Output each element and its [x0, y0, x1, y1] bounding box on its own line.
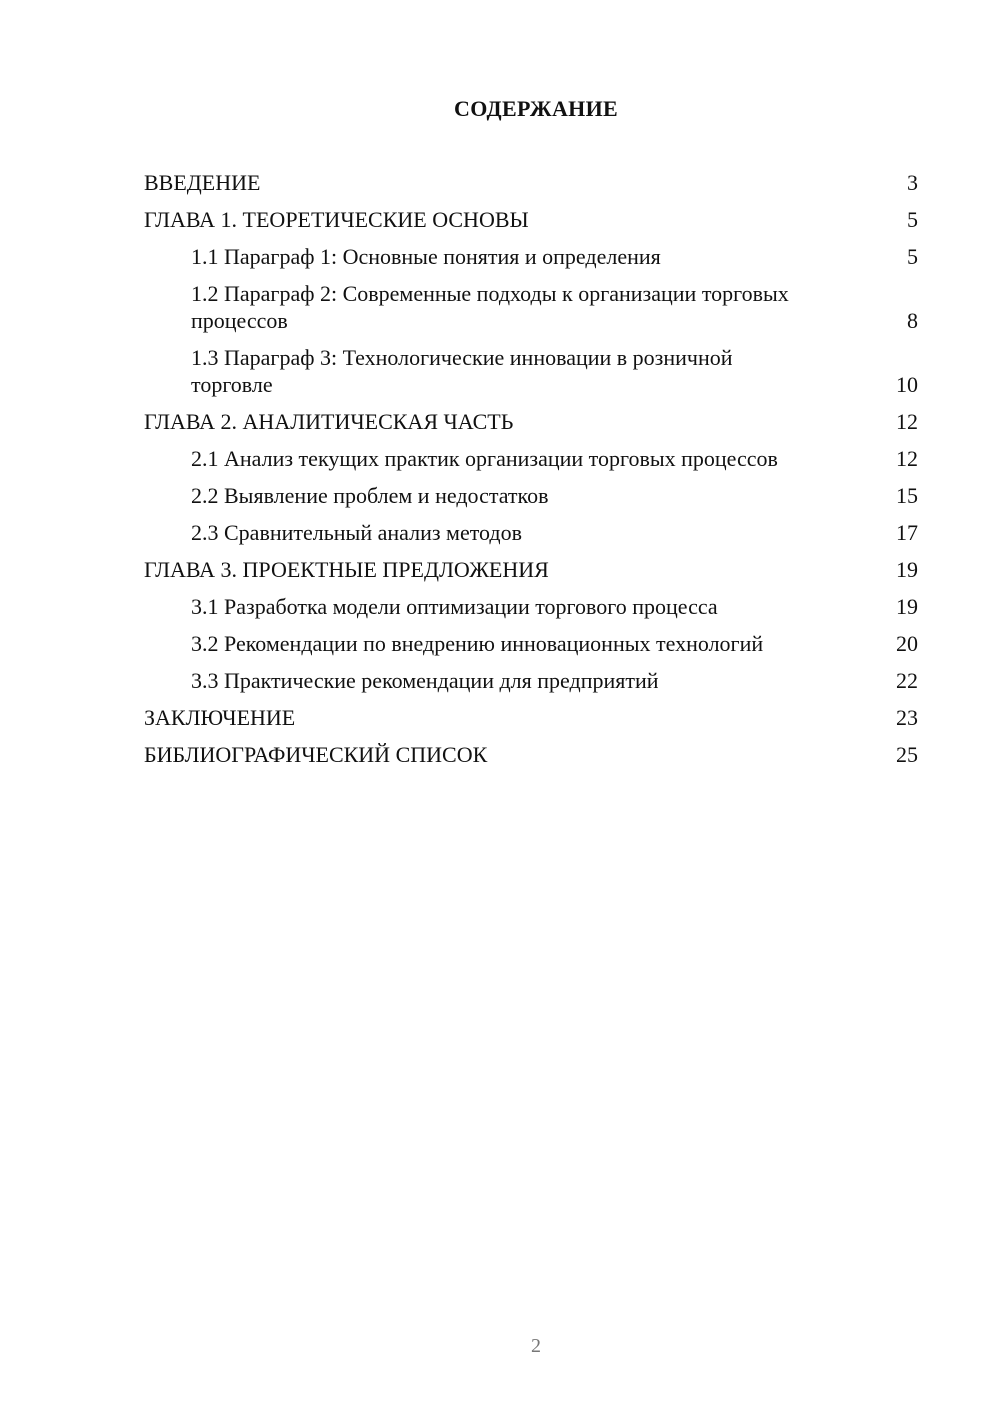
- toc-entry-page: 15: [896, 483, 918, 508]
- toc-entry-page: 3: [907, 170, 918, 195]
- table-of-contents: [144, 169, 918, 778]
- toc-entry-page: 22: [896, 668, 918, 693]
- toc-entry-page: 5: [907, 244, 918, 269]
- toc-entry-label: ВВЕДЕНИЕ: [144, 170, 261, 195]
- toc-entry-page: 17: [896, 520, 918, 545]
- toc-entry-page: 8: [907, 308, 918, 333]
- toc-entry-label: ГЛАВА 3. ПРОЕКТНЫЕ ПРЕДЛОЖЕНИЯ: [144, 557, 549, 582]
- toc-entry: [144, 482, 918, 509]
- toc-entry-label: ЗАКЛЮЧЕНИЕ: [144, 705, 296, 730]
- toc-entry-label: 2.2 Выявление проблем и недостатков: [191, 483, 549, 508]
- page-number: 2: [531, 1335, 541, 1357]
- toc-entry-label: 3.3 Практические рекомендации для предприятий: [191, 668, 659, 693]
- toc-entry: [144, 344, 918, 398]
- toc-entry: [144, 408, 918, 435]
- toc-entry-page: 5: [907, 207, 918, 232]
- toc-entry-label: 3.2 Рекомендации по внедрению инновационных технологий: [191, 631, 764, 656]
- toc-entry: [144, 704, 918, 731]
- toc-entry: [144, 667, 918, 694]
- toc-entry-page: 19: [896, 557, 918, 582]
- toc-entry-page: 20: [896, 631, 918, 656]
- toc-entry-label: ГЛАВА 2. АНАЛИТИЧЕСКАЯ ЧАСТЬ: [144, 409, 514, 434]
- toc-entry-label: 1.2 Параграф 2: Современные подходы к организации торговых процессов: [191, 281, 789, 333]
- toc-entry: [144, 519, 918, 546]
- toc-entry-page: 10: [896, 372, 918, 397]
- toc-entry: [144, 630, 918, 657]
- toc-entry: [144, 169, 918, 196]
- toc-entry-page: 25: [896, 742, 918, 767]
- toc-entry-label: ГЛАВА 1. ТЕОРЕТИЧЕСКИЕ ОСНОВЫ: [144, 207, 529, 232]
- toc-entry: [144, 280, 918, 334]
- toc-entry: [144, 206, 918, 233]
- toc-entry-page: 19: [896, 594, 918, 619]
- toc-entry: [144, 593, 918, 620]
- page-title: СОДЕРЖАНИЕ: [454, 96, 618, 121]
- toc-entry-label: 2.1 Анализ текущих практик организации торговых процессов: [191, 446, 778, 471]
- toc-entry: [144, 243, 918, 270]
- toc-entry-page: 12: [896, 409, 918, 434]
- toc-entry-page: 12: [896, 446, 918, 471]
- toc-entry-label: 2.3 Сравнительный анализ методов: [191, 520, 522, 545]
- toc-entry: [144, 556, 918, 583]
- toc-entry-label: 1.3 Параграф 3: Технологические инновации в розничной торговле: [191, 345, 733, 397]
- toc-entry-page: 23: [896, 705, 918, 730]
- toc-entry-label: 1.1 Параграф 1: Основные понятия и определения: [191, 244, 661, 269]
- toc-entry: [144, 741, 918, 768]
- toc-entry: [144, 445, 918, 472]
- toc-entry-label: 3.1 Разработка модели оптимизации торгового процесса: [191, 594, 718, 619]
- toc-entry-label: БИБЛИОГРАФИЧЕСКИЙ СПИСОК: [144, 742, 488, 767]
